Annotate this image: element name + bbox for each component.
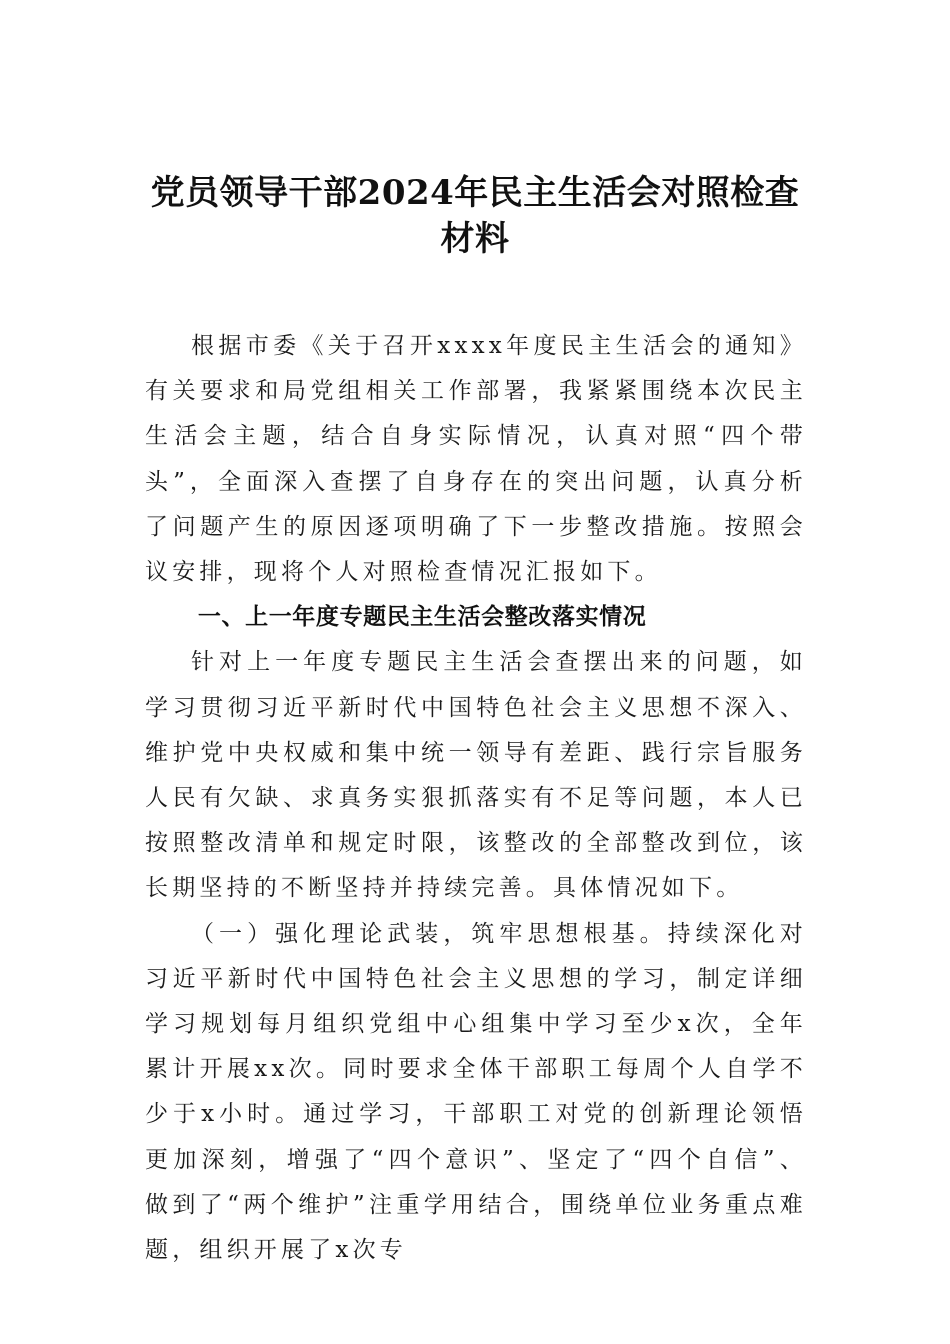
intro-paragraph: 根据市委《关于召开xxxx年度民主生活会的通知》有关要求和局党组相关工作部署，我紧紧围绕本次民主生活会主题，结合自身实际情况，认真对照“四个带头”，全面深入查摆了自身存在的突出问题，认真分析了问题产生的原因逐项明确了下一步整改措施。按照会议安排，现将个人对照检查情况汇报如下。 xyxy=(145,333,807,586)
section-heading-1: 一、上一年度专题民主生活会整改落实情况 xyxy=(197,604,647,631)
section-1-paragraph: 针对上一年度专题民主生活会查摆出来的问题，如学习贯彻习近平新时代中国特色社会主义思想不深入、维护党中央权威和集中统一领导有差距、践行宗旨服务人民有欠缺、求真务实狠抓落实有不足等问题，本人已按照整改清单和规定时限，该整改的全部整改到位，该长期坚持的不断坚持并持续完善。具体情况如下。 xyxy=(145,649,807,902)
document-title xyxy=(135,170,815,262)
subsection-1-paragraph: （一）强化理论武装，筑牢思想根基。持续深化对习近平新时代中国特色社会主义思想的学习，制定详细学习规划每月组织党组中心组集中学习至少x次，全年累计开展xx次。同时要求全体干部职工每周个人自学不少于x小时。通过学习，干部职工对党的创新理论领悟更加深刻，增强了“四个意识”、坚定了“四个自信”、做到了“两个维护”注重学用结合，围绕单位业务重点难题，组织开展了x次专 xyxy=(145,920,807,1264)
title-line-2: 材料 xyxy=(440,219,510,259)
title-line-1: 党员领导干部2024年民主生活会对照检查 xyxy=(150,173,800,213)
document-body xyxy=(145,324,807,1273)
